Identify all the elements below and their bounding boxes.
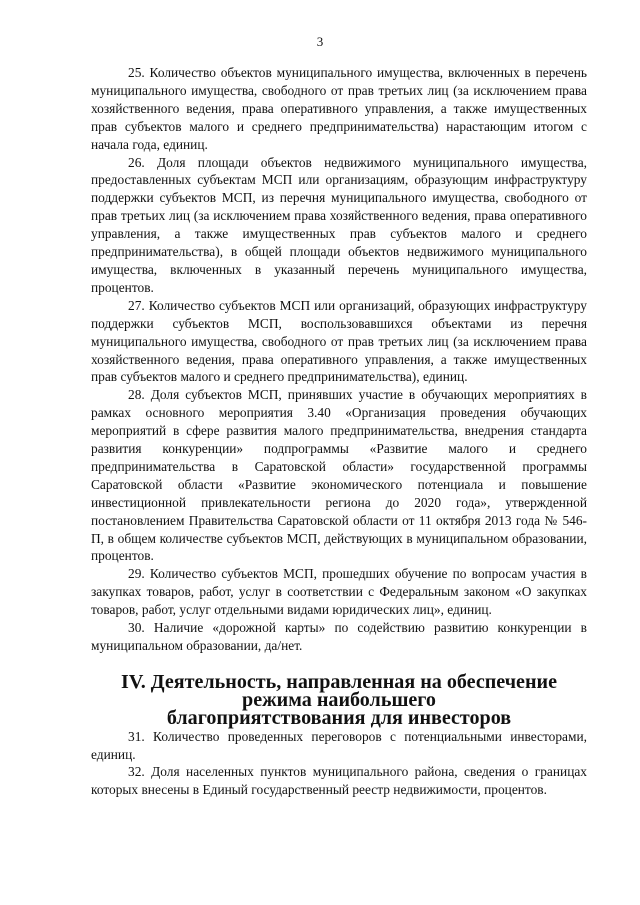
paragraph-item-29: 29. Количество субъектов МСП, прошедших обучение по вопросам участия в закупках товаров, работ, услуг в соответствии с Федеральным законом «О закупках товаров, работ, услуг отдельными видами юридических лиц», единиц. <box>91 566 587 618</box>
paragraph-item-25: 25. Количество объектов муниципального имущества, включенных в перечень муниципального имущества, свободного от прав третьих лиц (за исключением права хозяйственного ведения, права оперативного управления, а также имущественных прав субъектов малого и среднего предпринимательства) нарастающим итогом с начала года, единиц. <box>91 65 587 152</box>
paragraph-item-26: 26. Доля площади объектов недвижимого муниципального имущества, предоставленных субъектам МСП или организациям, образующим инфраструктуру поддержки субъектов МСП, из перечня муниципального имущества, свободного от прав третьих лиц (за исключением права хозяйственного ведения, права оперативного управления, а также имущественных прав субъектов малого и среднего предпринимательства), в общей площади объектов недвижимого муниципального имущества, включенных в указанный перечень муниципального имущества, процентов. <box>91 154 587 295</box>
document-body <box>91 64 587 799</box>
section-heading-line-1: IV. Деятельность, направленная на обеспечение режима наибольшего <box>121 670 557 711</box>
section-heading <box>91 670 587 729</box>
paragraph-item-31: 31. Количество проведенных переговоров с потенциальными инвесторами, единиц. <box>91 728 587 762</box>
page-number: 3 <box>316 34 324 49</box>
paragraph-item-28: 28. Доля субъектов МСП, принявших участие в обучающих мероприятиях в рамках основного мероприятия 3.40 «Организация проведения обучающих мероприятий в сфере развития малого предпринимательства, внедрения стандарта развития конкуренции» подпрограммы «Развитие малого и среднего предпринимательства в Саратовской области» государственной программы Саратовской области «Развитие экономического потенциала и повышение инвестиционной привлекательности региона до 2020 года», утвержденной постановлением Правительства Саратовской области от 11 октября 2013 года № 546-П, в общем количестве субъектов МСП, действующих в муниципальном образовании, процентов. <box>91 387 587 564</box>
paragraph-item-30: 30. Наличие «дорожной карты» по содействию развитию конкуренции в муниципальном образовании, да/нет. <box>91 620 587 653</box>
section-heading-line-2: благоприятствования для инвесторов <box>166 706 512 729</box>
paragraph-item-32: 32. Доля населенных пунктов муниципального района, сведения о границах которых внесены в Единый государственный реестр недвижимости, процентов. <box>91 764 587 798</box>
paragraph-item-27: 27. Количество субъектов МСП или организаций, образующих инфраструктуру поддержки субъектов МСП, воспользовавшихся объектами из перечня муниципального имущества, свободного от прав третьих лиц (за исключением права хозяйственного ведения, права оперативного управления, а также имущественных прав субъектов малого и среднего предпринимательства), единиц. <box>91 297 587 385</box>
